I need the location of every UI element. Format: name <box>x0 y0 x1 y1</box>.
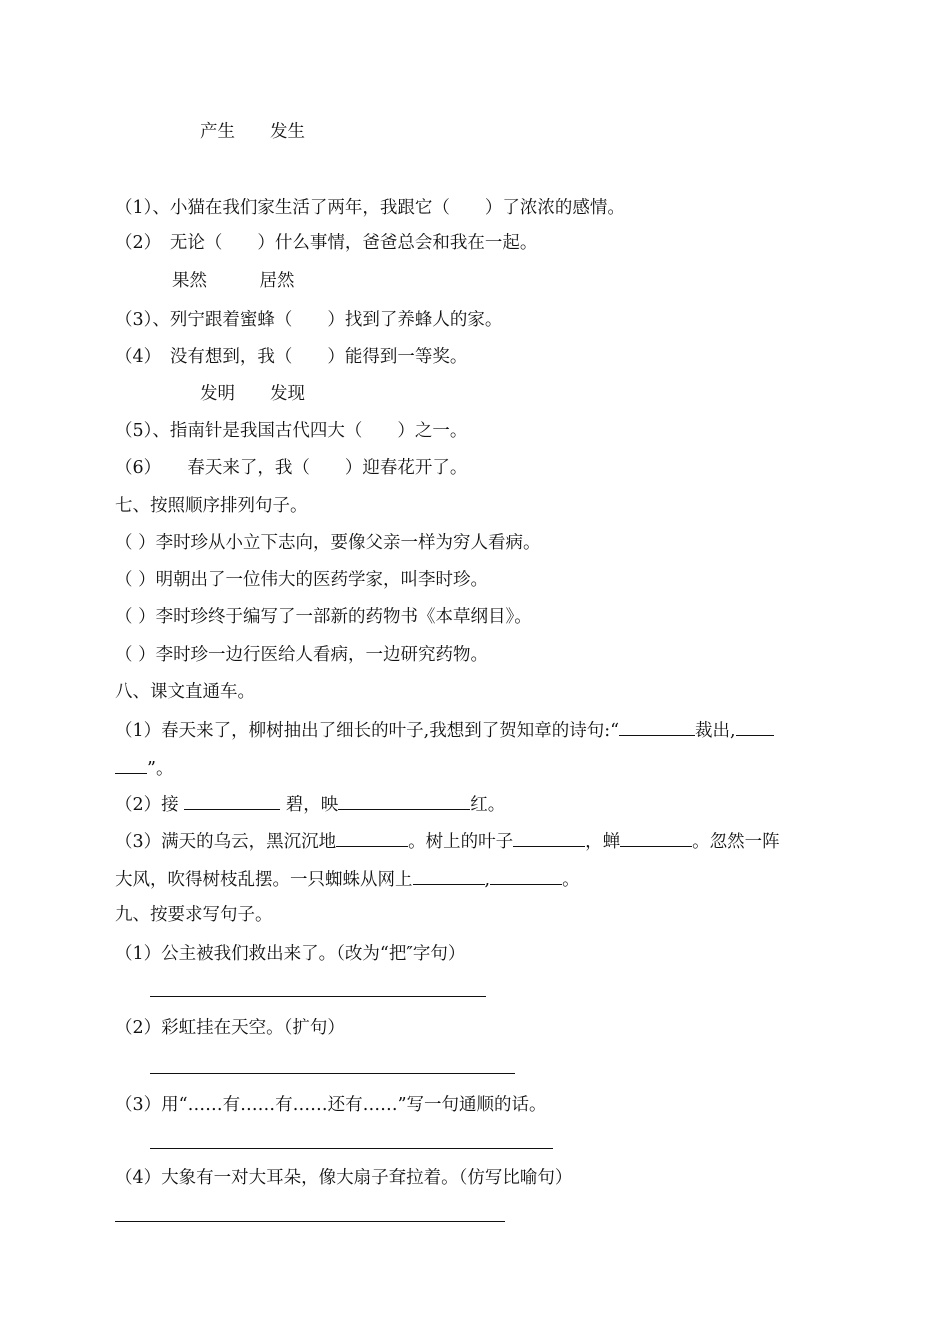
blank-line[interactable] <box>338 792 470 810</box>
question-8-2-text: （2）接 <box>115 795 185 815</box>
blank-line[interactable] <box>115 756 147 774</box>
question-6-4: （4） 没有想到，我（ ）能得到一等奖。 <box>115 347 468 367</box>
blank-line[interactable] <box>413 867 485 885</box>
question-8-3-text: （3）满天的乌云，黑沉沉地 <box>115 832 337 852</box>
question-6-5: （5）、指南针是我国古代四大（ ）之一。 <box>115 421 468 441</box>
answer-line-9-3[interactable] <box>150 1148 553 1149</box>
question-8-2 <box>115 792 505 817</box>
question-8-1-line-1 <box>115 718 774 743</box>
blank-line[interactable] <box>513 829 585 847</box>
blank-line[interactable] <box>620 829 692 847</box>
question-6-1: （1）、小猫在我们家生活了两年，我跟它（ ）了浓浓的感情。 <box>115 198 625 218</box>
question-8-3-text-d: 。忽然一阵 <box>692 832 780 852</box>
question-8-2-text-mid: 碧，映 <box>280 795 339 815</box>
order-item-1: （ ）李时珍从小立下志向，要像父亲一样为穷人看病。 <box>115 533 541 553</box>
blank-line[interactable] <box>336 829 408 847</box>
question-8-3-text-e: 大风，吹得树枝乱摆。一只蜘蛛从网上 <box>115 870 413 890</box>
question-8-3-line-2 <box>115 867 580 892</box>
question-8-1-text-end: ”。 <box>147 759 174 779</box>
section-9-heading: 九、按要求写句子。 <box>115 905 273 925</box>
word-choice-pair-3: 发明 发现 <box>200 384 305 404</box>
blank-line[interactable] <box>490 867 562 885</box>
section-7-heading: 七、按照顺序排列句子。 <box>115 496 308 516</box>
order-item-4: （ ）李时珍一边行医给人看病，一边研究药物。 <box>115 645 489 665</box>
order-item-3: （ ）李时珍终于编写了一部新的药物书《本草纲目》。 <box>115 607 532 627</box>
question-8-3-text-f: , <box>484 870 491 890</box>
question-6-6: （6） 春天来了，我（ ）迎春花开了。 <box>115 458 468 478</box>
question-9-2: （2）彩虹挂在天空。（扩句） <box>115 1018 345 1038</box>
question-6-3: （3）、列宁跟着蜜蜂（ ）找到了养蜂人的家。 <box>115 310 503 330</box>
question-8-3-text-b: 。树上的叶子 <box>408 832 514 852</box>
section-8-heading: 八、课文直通车。 <box>115 682 255 702</box>
question-9-3: （3）用“……有……有……还有……”写一句通顺的话。 <box>115 1095 547 1115</box>
question-8-1-line-2 <box>115 756 173 781</box>
question-9-1: （1）公主被我们救出来了。（改为“把″字句） <box>115 944 466 964</box>
word-choice-pair-2: 果然 居然 <box>172 271 295 291</box>
blank-line[interactable] <box>184 792 280 810</box>
question-8-3-text-g: 。 <box>562 870 580 890</box>
word-choice-pair-1: 产生 发生 <box>200 122 305 142</box>
question-8-3-text-c: ，蝉 <box>585 832 621 852</box>
question-8-1-text-mid: 裁出, <box>695 721 736 741</box>
question-9-4: （4）大象有一对大耳朵，像大扇子耷拉着。（仿写比喻句） <box>115 1168 573 1188</box>
question-8-2-text-end: 红。 <box>470 795 506 815</box>
blank-line[interactable] <box>736 718 774 736</box>
order-item-2: （ ）明朝出了一位伟大的医药学家，叫李时珍。 <box>115 570 489 590</box>
question-8-3-line-1 <box>115 829 780 854</box>
answer-line-9-4[interactable] <box>115 1221 505 1222</box>
answer-line-9-1[interactable] <box>150 996 486 997</box>
blank-line[interactable] <box>619 718 695 736</box>
answer-line-9-2[interactable] <box>150 1073 515 1074</box>
question-8-1-text: （1）春天来了，柳树抽出了细长的叶子,我想到了贺知章的诗句:“ <box>115 721 620 741</box>
question-6-2: （2） 无论（ ）什么事情，爸爸总会和我在一起。 <box>115 233 538 253</box>
